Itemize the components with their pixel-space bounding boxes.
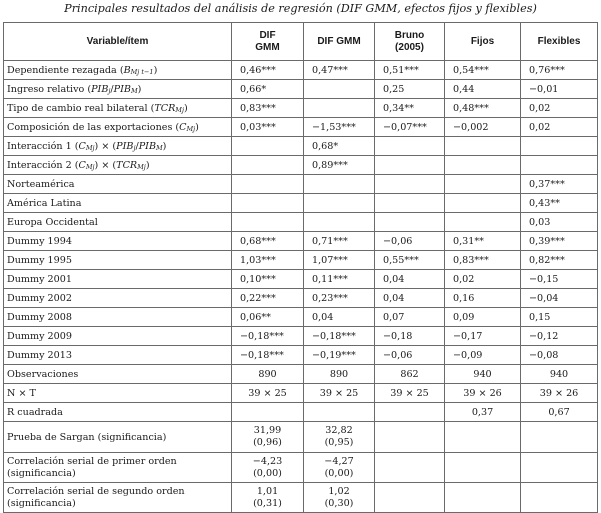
cell-c1 <box>232 403 304 422</box>
cell-c2 <box>304 483 375 513</box>
cell-c5: 0,37*** <box>521 175 598 194</box>
label-subscript: Mj <box>85 144 95 152</box>
cell-c3: −0,18 <box>375 327 445 346</box>
cell-c4: 39 × 26 <box>445 384 521 403</box>
header-text: Bruno <box>394 29 425 41</box>
cell-significance: (0,31) <box>253 497 282 509</box>
cell-c4 <box>445 194 521 213</box>
label-text: (significancia) <box>7 467 76 479</box>
cell-c1: 0,68*** <box>232 232 304 251</box>
table-row <box>4 453 598 483</box>
cell-c2: 39 × 25 <box>304 384 375 403</box>
cell-c2: 0,23*** <box>304 289 375 308</box>
cell-c1: 39 × 25 <box>232 384 304 403</box>
cell-c2: −0,19*** <box>304 346 375 365</box>
label-subscript: M <box>156 144 163 152</box>
cell-c3: 39 × 25 <box>375 384 445 403</box>
cell-c2 <box>304 194 375 213</box>
cell-c4: 0,54*** <box>445 61 521 80</box>
cell-c5: 0,02 <box>521 118 598 137</box>
cell-c4: −0,09 <box>445 346 521 365</box>
label-text: Composición de las exportaciones ( <box>7 121 180 133</box>
cell-c4: 0,83*** <box>445 251 521 270</box>
cell-c1 <box>232 137 304 156</box>
cell-c1: −0,18*** <box>232 346 304 365</box>
cell-c2 <box>304 422 375 453</box>
cell-c4 <box>445 156 521 175</box>
label-text: ) × ( <box>94 140 117 152</box>
label-text: ) <box>153 64 158 76</box>
row-label: Norteamérica <box>4 175 232 194</box>
header-flexibles: Flexibles <box>521 23 598 61</box>
cell-c4 <box>445 453 521 483</box>
cell-c4 <box>445 137 521 156</box>
cell-c4: 940 <box>445 365 521 384</box>
label-var: PIB <box>113 83 131 95</box>
row-label: Dummy 2002 <box>4 289 232 308</box>
cell-c5: 0,02 <box>521 99 598 118</box>
cell-c3 <box>375 175 445 194</box>
cell-significance: (0,00) <box>253 467 282 479</box>
cell-c2: 0,04 <box>304 308 375 327</box>
table-row <box>4 384 598 403</box>
label-text: ) <box>137 83 142 95</box>
cell-c5: 0,67 <box>521 403 598 422</box>
cell-c1: −0,18*** <box>232 327 304 346</box>
cell-c5: 39 × 26 <box>521 384 598 403</box>
cell-c3: 0,25 <box>375 80 445 99</box>
table-row <box>4 365 598 384</box>
header-text: DIF <box>259 29 276 41</box>
cell-c5: 0,76*** <box>521 61 598 80</box>
cell-c1: 0,10*** <box>232 270 304 289</box>
table-row <box>4 213 598 232</box>
table-row <box>4 118 598 137</box>
row-label: Dummy 2013 <box>4 346 232 365</box>
cell-c5 <box>521 483 598 513</box>
cell-c2: −1,53*** <box>304 118 375 137</box>
cell-c3 <box>375 194 445 213</box>
cell-c2: 0,71*** <box>304 232 375 251</box>
row-label: Europa Occidental <box>4 213 232 232</box>
cell-c3: −0,07*** <box>375 118 445 137</box>
cell-c1 <box>232 175 304 194</box>
cell-c2: 0,68* <box>304 137 375 156</box>
table-row <box>4 403 598 422</box>
cell-c3: 0,04 <box>375 289 445 308</box>
label-text: Ingreso relativo ( <box>7 83 92 95</box>
cell-significance: (0,95) <box>324 437 354 448</box>
header-dif-gmm-1 <box>232 23 304 61</box>
cell-c2: 0,47*** <box>304 61 375 80</box>
header-text: GMM <box>255 41 280 53</box>
label-text: Interacción 1 ( <box>7 140 79 152</box>
label-text: ) <box>195 121 199 133</box>
label-text: Dependiente rezagada ( <box>7 64 124 76</box>
row-label <box>4 61 232 80</box>
cell-c5 <box>521 422 598 453</box>
cell-c1 <box>232 483 304 513</box>
row-label <box>4 99 232 118</box>
table-row <box>4 99 598 118</box>
table-row <box>4 80 598 99</box>
label-text: ) × ( <box>94 159 117 171</box>
cell-value: 32,82 <box>325 425 353 436</box>
cell-c5: −0,04 <box>521 289 598 308</box>
label-var: B <box>123 64 131 76</box>
cell-c5: −0,08 <box>521 346 598 365</box>
row-label <box>4 118 232 137</box>
cell-c3 <box>375 213 445 232</box>
row-label: Dummy 2001 <box>4 270 232 289</box>
cell-c2 <box>304 213 375 232</box>
cell-c5: 940 <box>521 365 598 384</box>
table-row <box>4 270 598 289</box>
cell-c1: 0,06** <box>232 308 304 327</box>
row-label <box>4 483 232 513</box>
label-subscript: Mj <box>137 163 146 171</box>
cell-c2: 890 <box>304 365 375 384</box>
label-subscript: j <box>108 87 111 95</box>
cell-c1: 890 <box>232 365 304 384</box>
label-subscript: j <box>133 144 136 152</box>
cell-c3: 0,51*** <box>375 61 445 80</box>
cell-c4 <box>445 175 521 194</box>
cell-c3 <box>375 483 445 513</box>
cell-c4: −0,002 <box>445 118 521 137</box>
cell-c4: 0,48*** <box>445 99 521 118</box>
label-text: / <box>110 83 114 95</box>
cell-c1 <box>232 422 304 453</box>
cell-c1: 0,46*** <box>232 61 304 80</box>
cell-c3 <box>375 137 445 156</box>
cell-c4: 0,02 <box>445 270 521 289</box>
cell-c5: 0,03 <box>521 213 598 232</box>
cell-c2 <box>304 99 375 118</box>
table-row <box>4 61 598 80</box>
table-row <box>4 137 598 156</box>
label-subscript: M <box>130 87 138 95</box>
table-row <box>4 308 598 327</box>
cell-c3: 0,34** <box>375 99 445 118</box>
cell-c2: −0,18*** <box>304 327 375 346</box>
table-row <box>4 346 598 365</box>
label-text: Interacción 2 ( <box>7 159 79 171</box>
cell-significance: (0,96) <box>253 437 282 448</box>
row-label: N × T <box>4 384 232 403</box>
row-label <box>4 156 232 175</box>
row-label: Dummy 1995 <box>4 251 232 270</box>
header-variable: Variable/ítem <box>4 23 232 61</box>
cell-value: −4,23 <box>252 455 283 467</box>
cell-c5: −0,01 <box>521 80 598 99</box>
cell-c1: 0,03*** <box>232 118 304 137</box>
label-text: Correlación serial de primer orden <box>7 455 177 467</box>
cell-c4: 0,37 <box>445 403 521 422</box>
label-subscript: Mj <box>175 106 184 114</box>
row-label <box>4 137 232 156</box>
cell-c2: 0,11*** <box>304 270 375 289</box>
row-label: Observaciones <box>4 365 232 384</box>
label-var: C <box>179 121 187 133</box>
table-row <box>4 232 598 251</box>
table-row <box>4 327 598 346</box>
cell-c3 <box>375 403 445 422</box>
cell-c1: 0,83*** <box>232 99 304 118</box>
cell-c1: 0,66* <box>232 80 304 99</box>
row-label: R cuadrada <box>4 403 232 422</box>
label-text: (significancia) <box>7 497 76 509</box>
cell-c1 <box>232 453 304 483</box>
cell-significance: (0,00) <box>324 467 354 479</box>
cell-c4: 0,09 <box>445 308 521 327</box>
cell-value: 1,01 <box>256 485 279 497</box>
cell-c1 <box>232 156 304 175</box>
cell-c2 <box>304 175 375 194</box>
cell-c3 <box>375 453 445 483</box>
label-var: PIB <box>116 140 134 152</box>
cell-c5 <box>521 137 598 156</box>
table-row <box>4 251 598 270</box>
cell-c5 <box>521 156 598 175</box>
table-row <box>4 194 598 213</box>
label-subscript: Mj t−1 <box>130 68 154 76</box>
cell-c2: 0,89*** <box>304 156 375 175</box>
label-var: C <box>78 159 86 171</box>
cell-c3: 0,04 <box>375 270 445 289</box>
header-bruno <box>375 23 445 61</box>
label-var: PIB <box>91 83 109 95</box>
cell-c5: 0,15 <box>521 308 598 327</box>
cell-c4: 0,31** <box>445 232 521 251</box>
cell-c3 <box>375 422 445 453</box>
label-text: Tipo de cambio real bilateral ( <box>7 102 155 114</box>
cell-c3: 0,55*** <box>375 251 445 270</box>
header-fijos: Fijos <box>445 23 521 61</box>
cell-c1 <box>232 194 304 213</box>
cell-c5: 0,39*** <box>521 232 598 251</box>
row-label: Dummy 2008 <box>4 308 232 327</box>
regression-results-table <box>3 22 598 513</box>
row-label <box>4 80 232 99</box>
label-var: PIB <box>138 140 157 152</box>
header-row <box>4 23 598 61</box>
cell-c1: 1,03*** <box>232 251 304 270</box>
table-row <box>4 156 598 175</box>
cell-c2 <box>304 453 375 483</box>
table-row <box>4 422 598 453</box>
row-label: Dummy 1994 <box>4 232 232 251</box>
cell-c4: −0,17 <box>445 327 521 346</box>
cell-c3: −0,06 <box>375 232 445 251</box>
label-text: Correlación serial de segundo orden <box>7 485 185 497</box>
cell-c5: −0,15 <box>521 270 598 289</box>
cell-c4 <box>445 483 521 513</box>
cell-c4 <box>445 213 521 232</box>
label-var: TCR <box>154 102 176 114</box>
cell-c1 <box>232 213 304 232</box>
cell-c3: 0,07 <box>375 308 445 327</box>
label-text: ) <box>162 140 167 152</box>
cell-value: −4,27 <box>324 455 354 467</box>
cell-c1: 0,22*** <box>232 289 304 308</box>
label-var: TCR <box>116 159 138 171</box>
cell-c3 <box>375 156 445 175</box>
label-text: ) <box>183 102 188 114</box>
row-label <box>4 453 232 483</box>
label-subscript: Mj <box>85 163 95 171</box>
cell-c4: 0,16 <box>445 289 521 308</box>
table-row <box>4 483 598 513</box>
cell-c4 <box>445 422 521 453</box>
cell-significance: (0,30) <box>324 497 354 509</box>
cell-c3: 862 <box>375 365 445 384</box>
header-text: (2005) <box>395 41 424 53</box>
header-dif-gmm-2: DIF GMM <box>304 23 375 61</box>
row-label: Dummy 2009 <box>4 327 232 346</box>
cell-c5: 0,43** <box>521 194 598 213</box>
label-subscript: Mj <box>186 125 196 133</box>
label-var: C <box>78 140 86 152</box>
cell-c2: 1,07*** <box>304 251 375 270</box>
cell-value: 31,99 <box>253 425 282 436</box>
cell-c5: 0,82*** <box>521 251 598 270</box>
label-text: ) <box>145 159 150 171</box>
cell-c5 <box>521 453 598 483</box>
cell-value: 1,02 <box>328 485 350 497</box>
cell-c5: −0,12 <box>521 327 598 346</box>
table-row <box>4 289 598 308</box>
cell-c3: −0,06 <box>375 346 445 365</box>
table-caption: Principales resultados del análisis de regresión (DIF GMM, efectos fijos y flexibles) <box>64 2 537 15</box>
row-label: América Latina <box>4 194 232 213</box>
label-text: / <box>135 140 139 152</box>
cell-c2 <box>304 403 375 422</box>
table-row <box>4 175 598 194</box>
cell-c4: 0,44 <box>445 80 521 99</box>
row-label: Prueba de Sargan (significancia) <box>4 422 232 453</box>
cell-c2 <box>304 80 375 99</box>
